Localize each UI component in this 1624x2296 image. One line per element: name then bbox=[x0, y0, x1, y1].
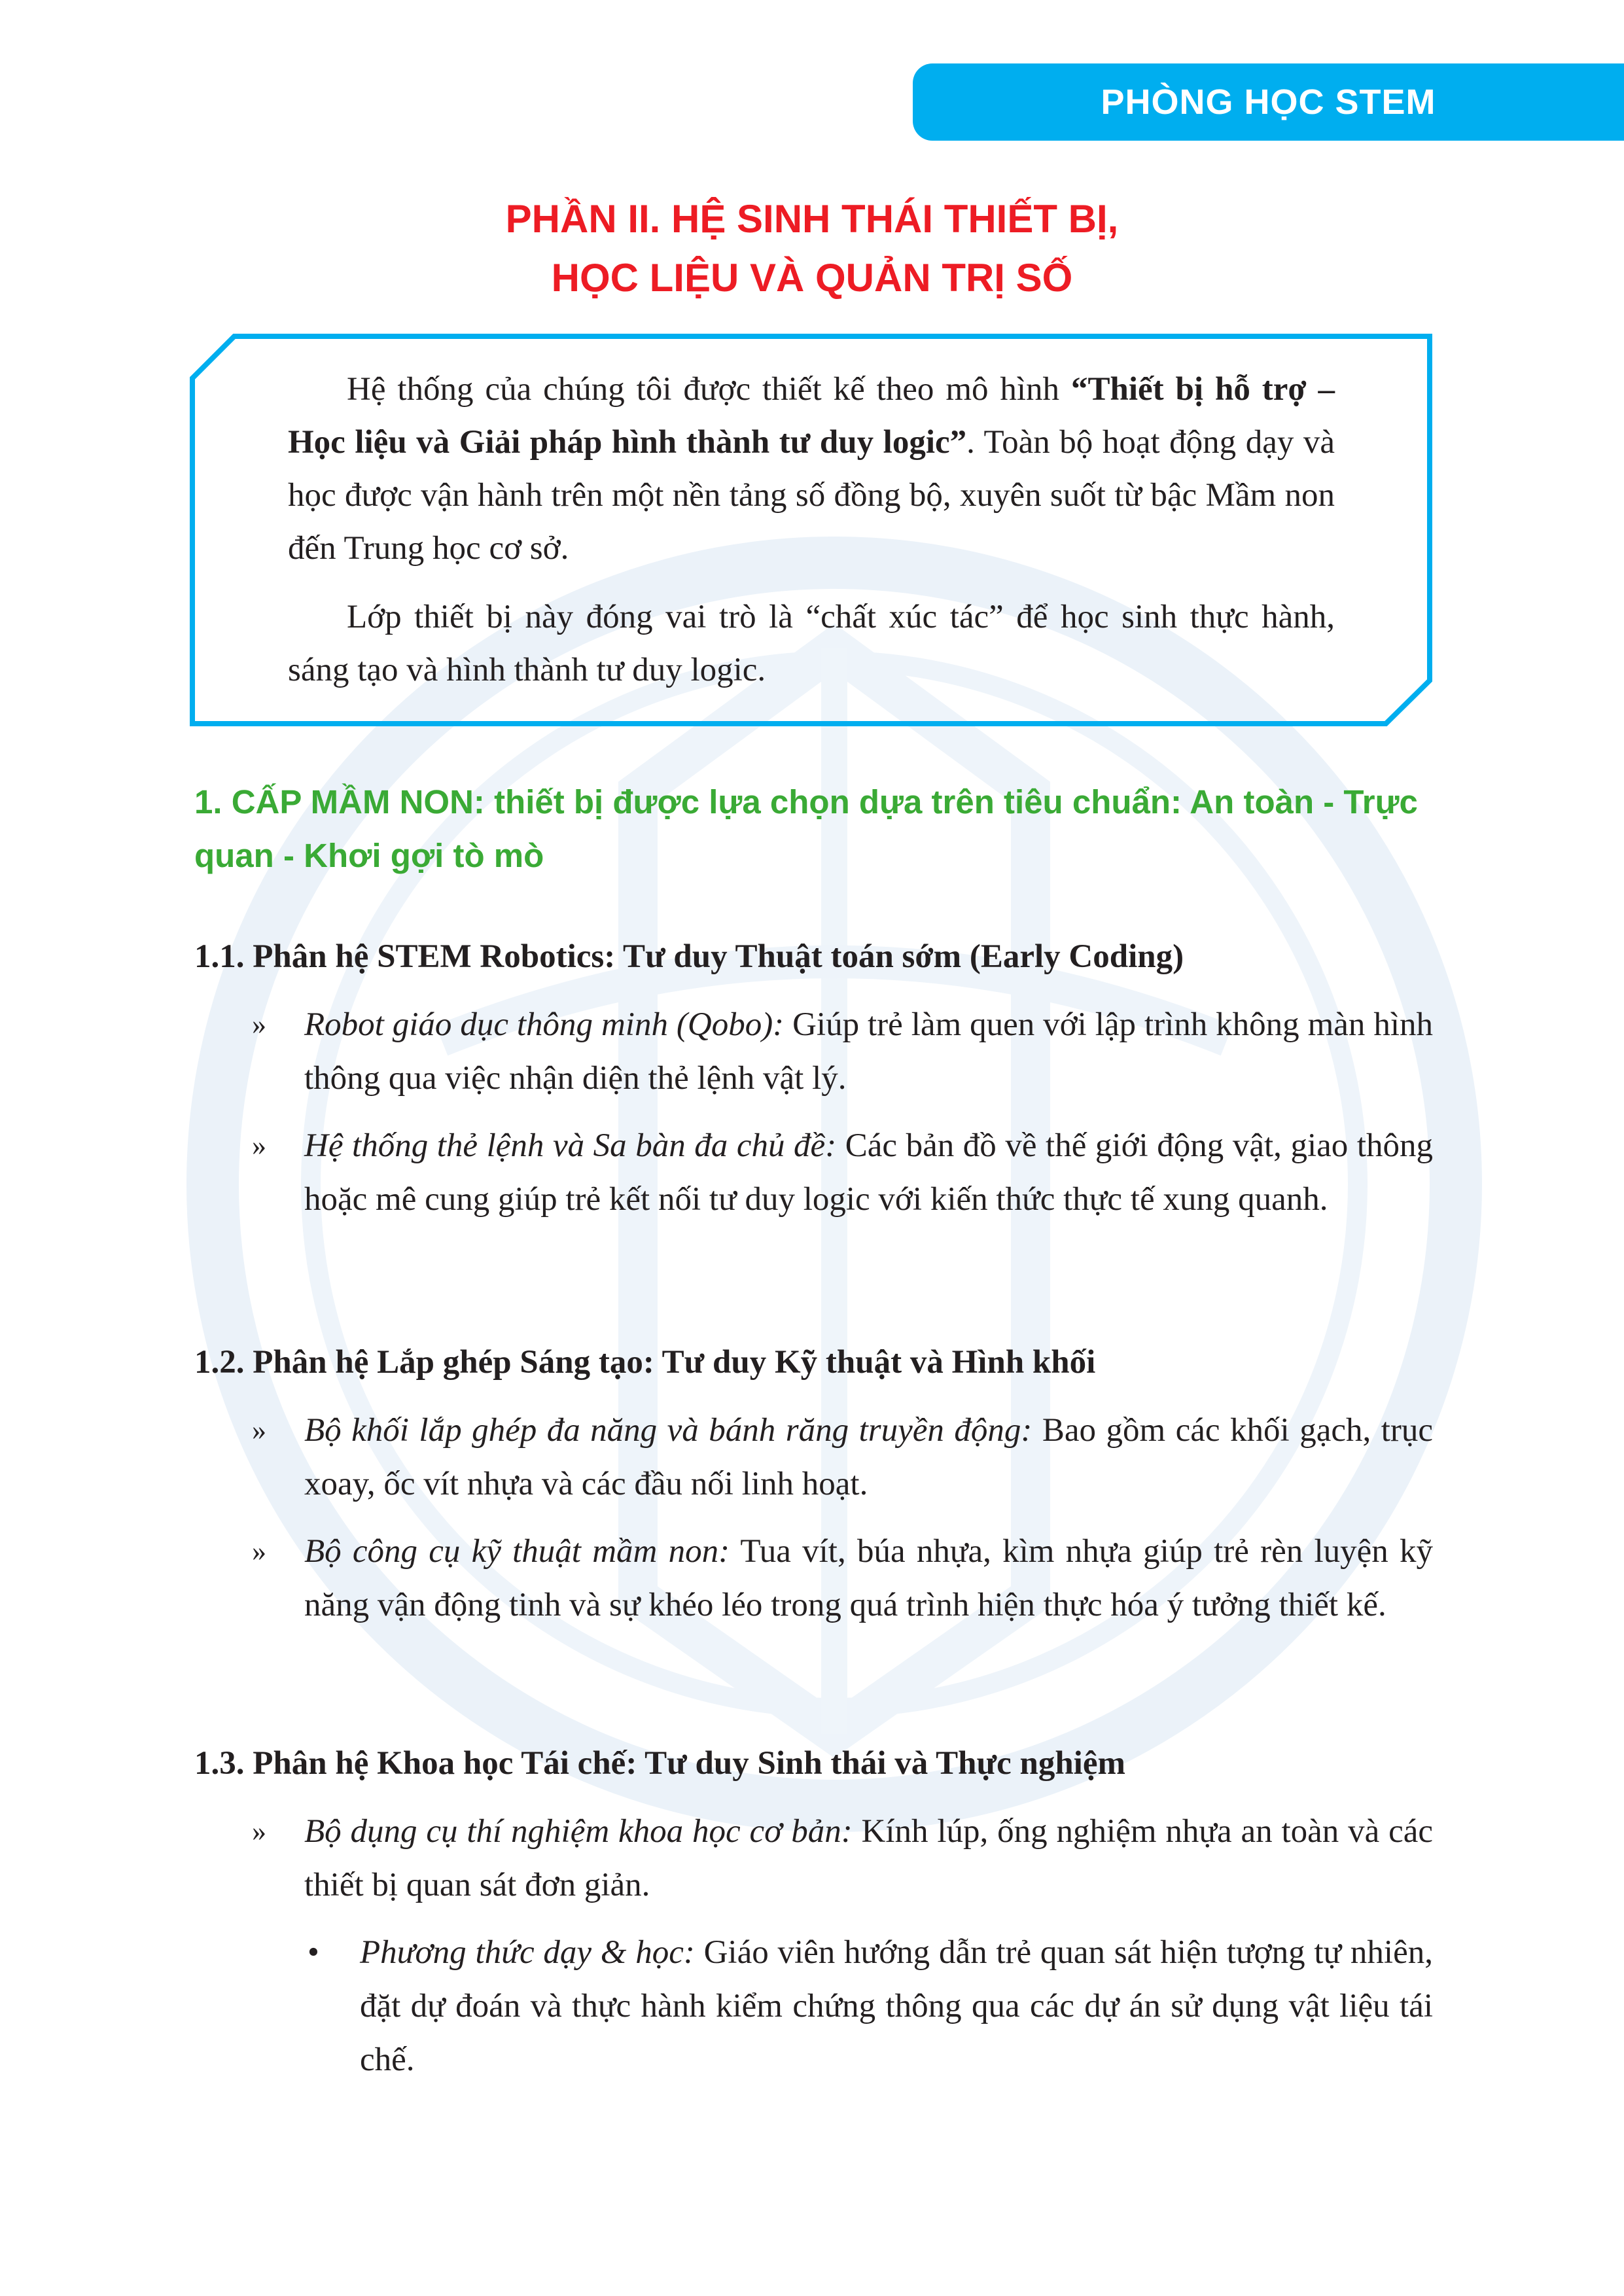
bullet-marker: » bbox=[252, 1008, 266, 1040]
part-title-line-2: HỌC LIỆU VÀ QUẢN TRỊ SỐ bbox=[551, 256, 1073, 300]
subsection-1-2-heading: 1.2. Phân hệ Lắp ghép Sáng tạo: Tư duy Kỹ thuật và Hình khối bbox=[194, 1344, 1096, 1381]
section-header-tab bbox=[913, 63, 1624, 141]
bullet-marker: » bbox=[252, 1129, 266, 1161]
list-item: » Bộ dụng cụ thí nghiệm khoa học cơ bản: Kính lúp, ống nghiệm nhựa an toàn và các thiết bị quan sát đơn giản. bbox=[252, 1805, 1433, 1912]
bullet-marker: » bbox=[252, 1815, 266, 1847]
part-title-line-1: PHẦN II. HỆ SINH THÁI THIẾT BỊ, bbox=[505, 197, 1119, 241]
list-item: » Bộ công cụ kỹ thuật mầm non: Tua vít, búa nhựa, kìm nhựa giúp trẻ rèn luyện kỹ năng vận động tinh và sự khéo léo trong quá trình hiện thực hóa ý tưởng thiết kế. bbox=[252, 1525, 1433, 1632]
list-item: » Hệ thống thẻ lệnh và Sa bàn đa chủ đề: Các bản đồ về thế giới động vật, giao thông hoặc mê cung giúp trẻ kết nối tư duy logic với kiến thức thực tế xung quanh. bbox=[252, 1119, 1433, 1226]
bullet-marker: » bbox=[252, 1535, 266, 1567]
bullet-marker: » bbox=[252, 1414, 266, 1446]
subsection-1-1-heading: 1.1. Phân hệ STEM Robotics: Tư duy Thuật toán sớm (Early Coding) bbox=[194, 938, 1184, 975]
sub-list-item: • Phương thức dạy & học: Giáo viên hướng dẫn trẻ quan sát hiện tượng tự nhiên, đặt dự đoán và thực hành kiểm chứng thông qua các dự án sử dụng vật liệu tái chế. bbox=[308, 1926, 1433, 2087]
intro-paragraph-2: Lớp thiết bị này đóng vai trò là “chất xúc tác” để học sinh thực hành, sáng tạo và hình thành tư duy logic. bbox=[288, 599, 1335, 688]
section-1-heading: 1. CẤP MẦM NON: thiết bị được lựa chọn dựa trên tiêu chuẩn: An toàn - Trực quan - Khơi gợi tò mò bbox=[194, 783, 1418, 874]
header-label: PHÒNG HỌC STEM bbox=[1101, 82, 1436, 122]
subsection-1-3-heading: 1.3. Phân hệ Khoa học Tái chế: Tư duy Sinh thái và Thực nghiệm bbox=[194, 1745, 1125, 1782]
part-title bbox=[262, 190, 1362, 308]
intro-paragraph-1: Hệ thống của chúng tôi được thiết kế theo mô hình “Thiết bị hỗ trợ – Học liệu và Giải pháp hình thành tư duy logic”. Toàn bộ hoạt động dạy và học được vận hành trên một nền tảng số đồng bộ, xuyên suốt từ bậc Mầm non đến Trung học cơ sở. bbox=[288, 371, 1335, 567]
intro-box bbox=[288, 363, 1335, 713]
list-item: » Robot giáo dục thông minh (Qobo): Giúp trẻ làm quen với lập trình không màn hình thông qua việc nhận diện thẻ lệnh vật lý. bbox=[252, 998, 1433, 1105]
sub-bullet-marker: • bbox=[308, 1934, 319, 1971]
list-item: » Bộ khối lắp ghép đa năng và bánh răng truyền động: Bao gồm các khối gạch, trục xoay, ốc vít nhựa và các đầu nối linh hoạt. bbox=[252, 1404, 1433, 1511]
